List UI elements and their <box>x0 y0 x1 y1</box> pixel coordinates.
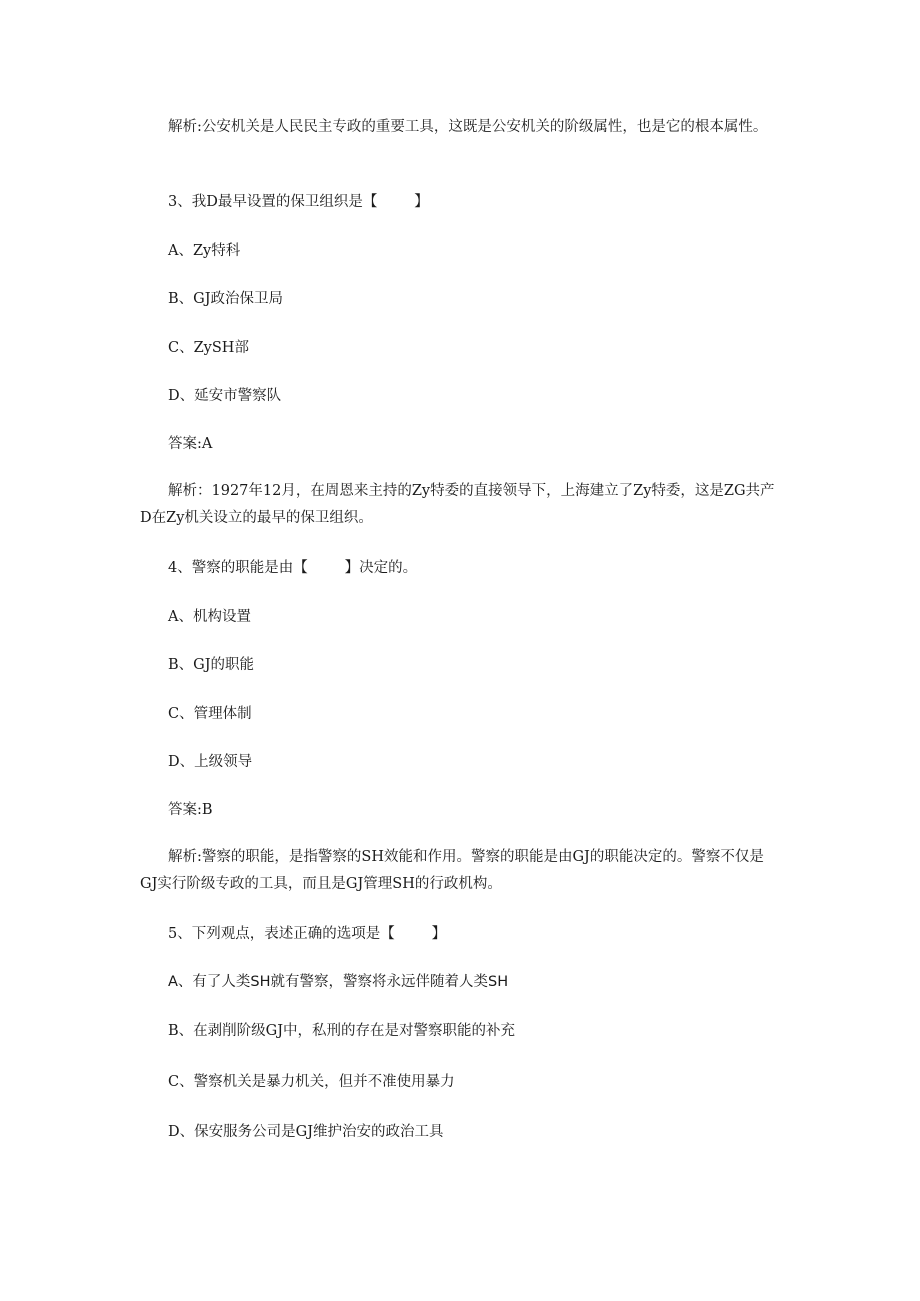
analysis-q2: 解析:公安机关是人民民主专政的重要工具，这既是公安机关的阶级属性，也是它的根本属性。 <box>168 119 768 135</box>
q5-option-d: D、保安服务公司是GJ维护治安的政治工具 <box>168 1124 444 1140</box>
q4-option-c: C、管理体制 <box>168 706 252 722</box>
q3-option-b: B、GJ政治保卫局 <box>168 291 284 307</box>
q3-option-d: D、延安市警察队 <box>168 388 282 404</box>
q4-analysis: 解析:警察的职能，是指警察的SH效能和作用。警察的职能是由GJ的职能决定的。警察不仅是GJ实行阶级专政的工具，而且是GJ管理SH的行政机构。 <box>140 849 764 892</box>
q4-option-b: B、GJ的职能 <box>168 657 255 673</box>
question-4: 4、警察的职能是由【 】决定的。 <box>168 560 418 576</box>
q4-option-d: D、上级领导 <box>168 754 253 770</box>
q3-option-a: A、Zy特科 <box>168 243 241 259</box>
q5-option-c: C、警察机关是暴力机关，但并不准使用暴力 <box>168 1074 455 1090</box>
q4-option-a: A、机构设置 <box>168 609 251 625</box>
q3-option-c: C、ZySH部 <box>168 340 249 356</box>
q3-analysis: 解析：1927年12月，在周恩来主持的Zy特委的直接领导下，上海建立了Zy特委，这是ZG共产D在Zy机关设立的最早的保卫组织。 <box>140 483 775 526</box>
q5-option-b: B、在剥削阶级GJ中，私刑的存在是对警察职能的补充 <box>168 1023 516 1039</box>
q5-option-a: A、有了人类SH就有警察，警察将永远伴随着人类SH <box>168 974 509 990</box>
question-5: 5、下列观点，表述正确的选项是【 】 <box>168 926 447 942</box>
q4-answer: 答案:B <box>168 802 213 818</box>
question-3: 3、我D最早设置的保卫组织是【 】 <box>168 194 429 210</box>
q3-answer: 答案:A <box>168 436 213 452</box>
